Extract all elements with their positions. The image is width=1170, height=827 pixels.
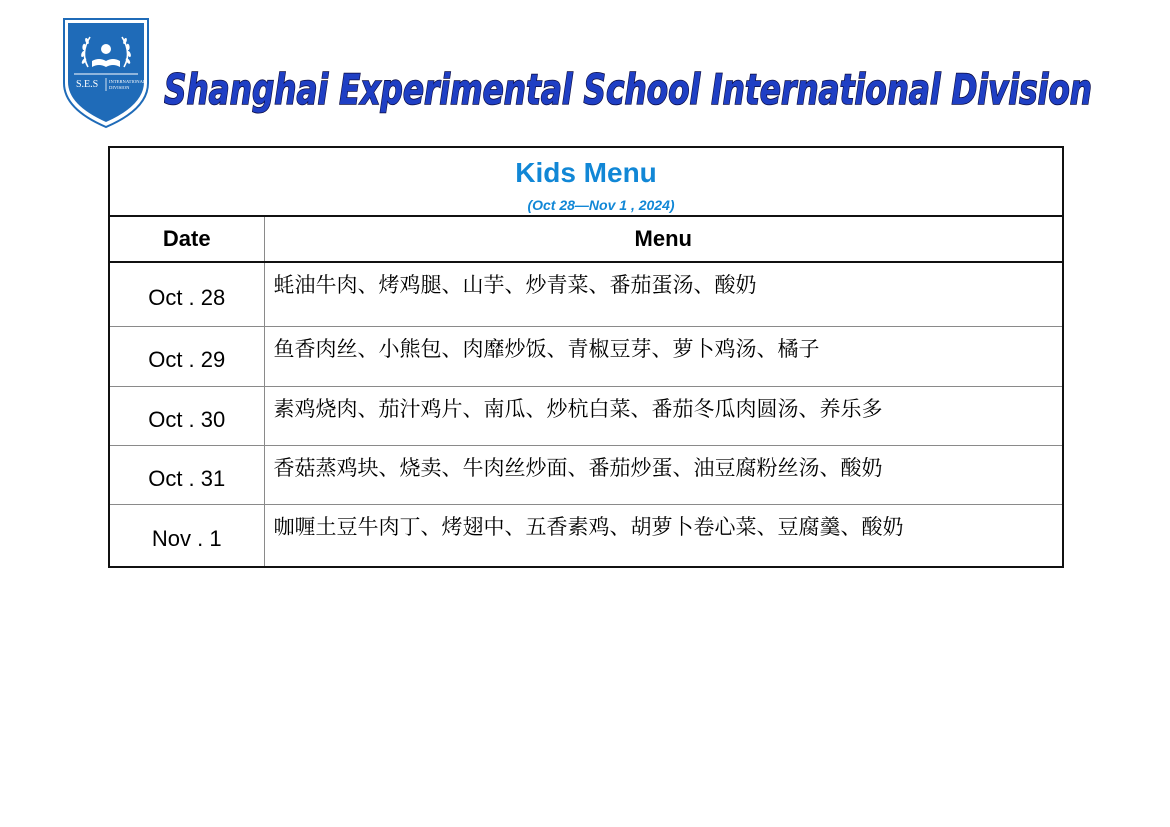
logo-sub-line1: INTERNATIONAL	[109, 79, 146, 84]
menu-title-cell	[109, 147, 1063, 216]
menu-title-row	[109, 147, 1063, 216]
row-date: Oct . 31	[109, 445, 264, 504]
menu-header-row	[109, 216, 1063, 262]
row-menu-items: 鱼香肉丝、小熊包、肉靡炒饭、青椒豆芽、萝卜鸡汤、橘子	[264, 326, 1063, 386]
row-date: Oct . 28	[109, 262, 264, 326]
menu-title: Kids Menu	[515, 156, 657, 188]
row-menu-items: 香菇蒸鸡块、烧卖、牛肉丝炒面、番茄炒蛋、油豆腐粉丝汤、酸奶	[264, 445, 1063, 504]
column-header-date: Date	[109, 216, 264, 262]
kids-menu-table	[108, 146, 1062, 566]
logo-abbr: S.E.S	[76, 79, 99, 90]
row-date: Oct . 29	[109, 326, 264, 386]
table-row	[109, 445, 1063, 504]
table-row	[109, 326, 1063, 386]
menu-date-range: (Oct 28—Nov 1 , 2024)	[527, 196, 675, 213]
table-row	[109, 262, 1063, 326]
row-menu-items: 蚝油牛肉、烤鸡腿、山芋、炒青菜、番茄蛋汤、酸奶	[264, 262, 1063, 326]
row-menu-items: 素鸡烧肉、茄汁鸡片、南瓜、炒杭白菜、番茄冬瓜肉圆汤、养乐多	[264, 386, 1063, 445]
row-date: Oct . 30	[109, 386, 264, 445]
ses-shield-icon	[62, 17, 150, 129]
column-header-menu: Menu	[264, 216, 1063, 262]
school-name-text: Shanghai Experimental School International Division	[164, 65, 1092, 114]
table-row	[109, 386, 1063, 445]
row-menu-items: 咖喱土豆牛肉丁、烤翅中、五香素鸡、胡萝卜卷心菜、豆腐羹、酸奶	[264, 504, 1063, 567]
row-date: Nov . 1	[109, 504, 264, 567]
school-logo	[62, 17, 150, 129]
table-row	[109, 504, 1063, 567]
school-name	[164, 60, 1104, 120]
logo-sub-line2: DIVISION	[109, 85, 130, 90]
